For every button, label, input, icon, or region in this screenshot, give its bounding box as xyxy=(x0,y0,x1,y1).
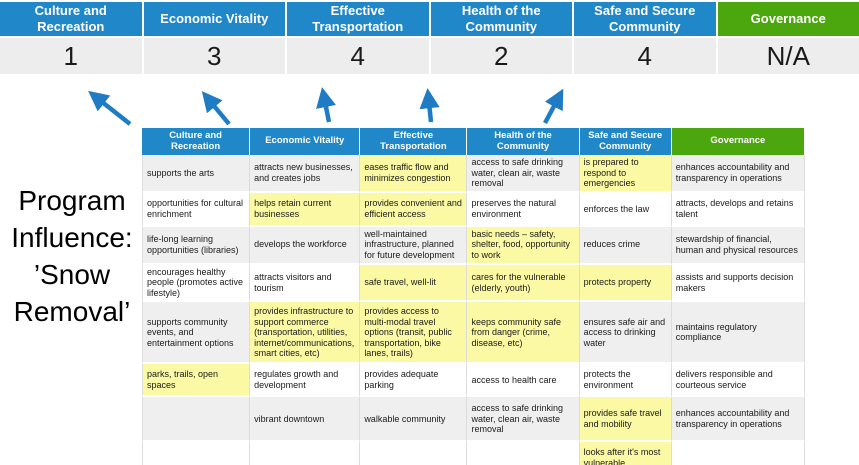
matrix-cell: preserves the natural environment xyxy=(467,193,579,227)
program-influence-label xyxy=(0,183,144,331)
matrix-cell: enhances accountability and transparency in operations xyxy=(672,155,805,193)
matrix-cell: access to safe drinking water, clean air, waste removal xyxy=(467,397,579,442)
arrow-up-icon xyxy=(92,94,130,124)
table-row xyxy=(142,193,805,227)
priority-score-0: 1 xyxy=(0,38,142,74)
priority-score-4: 4 xyxy=(574,38,716,74)
matrix-cell-highlighted: provides convenient and efficient access xyxy=(360,193,467,227)
priority-score-2: 4 xyxy=(287,38,429,74)
influence-matrix xyxy=(142,128,805,465)
matrix-header-5: Governance xyxy=(672,128,805,155)
label-line: Influence: xyxy=(11,221,133,253)
priority-header-2: Effective Transportation xyxy=(287,2,429,36)
matrix-cell xyxy=(467,442,579,465)
arrow-up-icon xyxy=(545,93,561,123)
priority-score-3: 2 xyxy=(431,38,573,74)
matrix-body xyxy=(142,155,805,465)
matrix-cell xyxy=(142,397,250,442)
score-table xyxy=(0,2,859,74)
priority-header-3: Health of the Community xyxy=(431,2,573,36)
matrix-cell: ensures safe air and access to drinking water xyxy=(580,302,672,364)
priority-score-1: 3 xyxy=(144,38,286,74)
matrix-cell: walkable community xyxy=(360,397,467,442)
matrix-cell: enforces the law xyxy=(580,193,672,227)
label-line: ’Snow xyxy=(33,258,111,290)
matrix-cell: opportunities for cultural enrichment xyxy=(142,193,250,227)
matrix-cell xyxy=(360,442,467,465)
matrix-cell: provides adequate parking xyxy=(360,364,467,397)
matrix-cell: regulates growth and development xyxy=(250,364,360,397)
label-line: Removal’ xyxy=(13,295,131,327)
matrix-header-2: Effective Transportation xyxy=(360,128,467,155)
label-line: Program xyxy=(18,185,126,216)
priority-header-0: Culture and Recreation xyxy=(0,2,142,36)
matrix-cell: enhances accountability and transparency in operations xyxy=(672,397,805,442)
matrix-header-row xyxy=(142,128,805,155)
matrix-cell-highlighted: eases traffic flow and minimizes congestion xyxy=(360,155,467,193)
matrix-cell: supports community events, and entertainment options xyxy=(142,302,250,364)
matrix-header-0: Culture and Recreation xyxy=(142,128,250,155)
matrix-cell: assists and supports decision makers xyxy=(672,265,805,303)
matrix-cell-highlighted: parks, trails, open spaces xyxy=(142,364,250,397)
matrix-cell: access to health care xyxy=(467,364,579,397)
matrix-cell xyxy=(250,442,360,465)
matrix-cell-highlighted: protects property xyxy=(580,265,672,303)
priority-score-5: N/A xyxy=(718,38,859,74)
matrix-cell: protects the environment xyxy=(580,364,672,397)
matrix-cell: well-maintained infrastructure, planned for future development xyxy=(360,227,467,265)
matrix-cell: supports the arts xyxy=(142,155,250,193)
matrix-header-1: Economic Vitality xyxy=(250,128,360,155)
matrix-header-4: Safe and Secure Community xyxy=(580,128,672,155)
table-row xyxy=(142,227,805,265)
priority-header-4: Safe and Secure Community xyxy=(574,2,716,36)
matrix-cell: develops the workforce xyxy=(250,227,360,265)
table-row xyxy=(142,442,805,465)
matrix-cell-highlighted: helps retain current businesses xyxy=(250,193,360,227)
matrix-cell-highlighted: basic needs – safety, shelter, food, opportunity to work xyxy=(467,227,579,265)
priority-header-5: Governance xyxy=(718,2,859,36)
matrix-cell-highlighted: cares for the vulnerable (elderly, youth) xyxy=(467,265,579,303)
matrix-cell: encourages healthy people (promotes active lifestyle) xyxy=(142,265,250,303)
matrix-header-3: Health of the Community xyxy=(467,128,579,155)
matrix-cell-highlighted: is prepared to respond to emergencies xyxy=(580,155,672,193)
table-row xyxy=(142,397,805,442)
matrix-cell-highlighted: provides access to multi-modal travel options (transit, public transportation, bike lanes, trails) xyxy=(360,302,467,364)
matrix-cell-highlighted: looks after it's most vulnerable xyxy=(580,442,672,465)
table-row xyxy=(142,265,805,303)
matrix-cell-highlighted: safe travel, well-lit xyxy=(360,265,467,303)
table-row xyxy=(142,364,805,397)
matrix-cell: attracts, develops and retains talent xyxy=(672,193,805,227)
arrow-up-icon xyxy=(323,92,329,122)
matrix-cell-highlighted: provides safe travel and mobility xyxy=(580,397,672,442)
matrix-cell: reduces crime xyxy=(580,227,672,265)
matrix-cell: attracts visitors and tourism xyxy=(250,265,360,303)
matrix-cell: access to safe drinking water, clean air, waste removal xyxy=(467,155,579,193)
table-row xyxy=(142,302,805,364)
matrix-cell xyxy=(142,442,250,465)
matrix-cell-highlighted: keeps community safe from danger (crime, disease, etc) xyxy=(467,302,579,364)
arrow-up-icon xyxy=(428,93,431,122)
table-row xyxy=(142,155,805,193)
matrix-cell: attracts new businesses, and creates jobs xyxy=(250,155,360,193)
priority-header-1: Economic Vitality xyxy=(144,2,286,36)
matrix-cell xyxy=(672,442,805,465)
matrix-cell-highlighted: provides infrastructure to support commerce (transportation, utilities, internet/communications, smart cities, etc) xyxy=(250,302,360,364)
arrow-up-icon xyxy=(205,95,229,124)
matrix-cell: delivers responsible and courteous service xyxy=(672,364,805,397)
matrix-cell: vibrant downtown xyxy=(250,397,360,442)
matrix-cell: life-long learning opportunities (libraries) xyxy=(142,227,250,265)
matrix-cell: stewardship of financial, human and physical resources xyxy=(672,227,805,265)
matrix-cell: maintains regulatory compliance xyxy=(672,302,805,364)
